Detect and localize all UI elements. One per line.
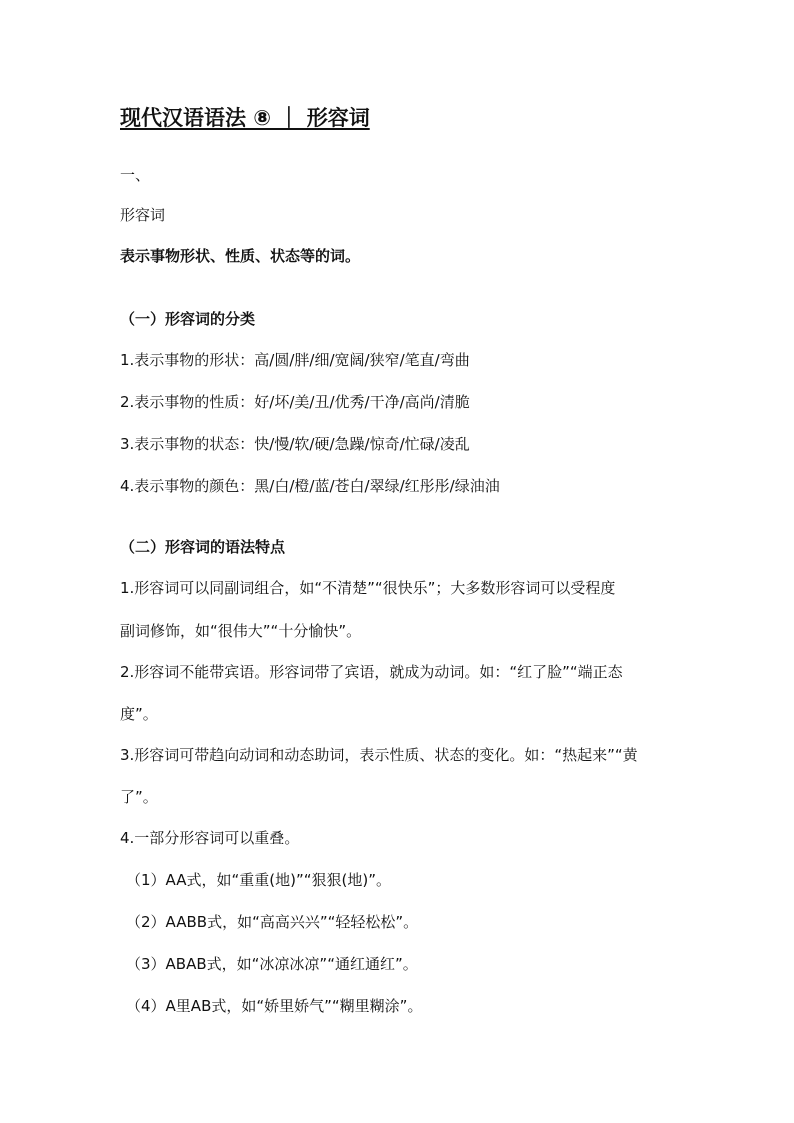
feature-line: 4.一部分形容词可以重叠。 <box>120 829 300 847</box>
reduplication-item: （2）AABB式，如“高高兴兴”“轻轻松松”。 <box>126 913 419 931</box>
feature-line: 副词修饰，如“很伟大”“十分愉快”。 <box>120 622 362 640</box>
classification-item: 3.表示事物的状态：快/慢/软/硬/急躁/惊奇/忙碌/凌乱 <box>120 435 470 453</box>
classification-item: 2.表示事物的性质：好/坏/美/丑/优秀/干净/高尚/清脆 <box>120 393 470 411</box>
document-title: 现代汉语语法 ⑧ ｜ 形容词 <box>120 106 370 130</box>
classification-item: 1.表示事物的形状：高/圆/胖/细/宽阔/狭窄/笔直/弯曲 <box>120 351 470 369</box>
feature-line: 了”。 <box>120 788 158 806</box>
feature-line: 2.形容词不能带宾语。形容词带了宾语，就成为动词。如：“红了脸”“端正态 <box>120 663 623 681</box>
features-heading: （二）形容词的语法特点 <box>120 538 286 556</box>
feature-line: 3.形容词可带趋向动词和动态助词，表示性质、状态的变化。如：“热起来”“黄 <box>120 746 638 764</box>
feature-line: 度”。 <box>120 705 158 723</box>
term-definition: 表示事物形状、性质、状态等的词。 <box>120 247 361 265</box>
reduplication-item: （4）A里AB式，如“娇里娇气”“糊里糊涂”。 <box>126 997 423 1015</box>
reduplication-item: （1）AA式，如“重重(地)”“狠狠(地)”。 <box>126 871 391 889</box>
feature-line: 1.形容词可以同副词组合，如“不清楚”“很快乐”；大多数形容词可以受程度 <box>120 579 616 597</box>
reduplication-item: （3）ABAB式，如“冰凉冰凉”“通红通红”。 <box>126 955 418 973</box>
classification-item: 4.表示事物的颜色：黑/白/橙/蓝/苍白/翠绿/红彤彤/绿油油 <box>120 477 500 495</box>
classification-heading: （一）形容词的分类 <box>120 310 256 328</box>
section-marker: 一、 <box>120 166 151 184</box>
term-label: 形容词 <box>120 206 166 224</box>
